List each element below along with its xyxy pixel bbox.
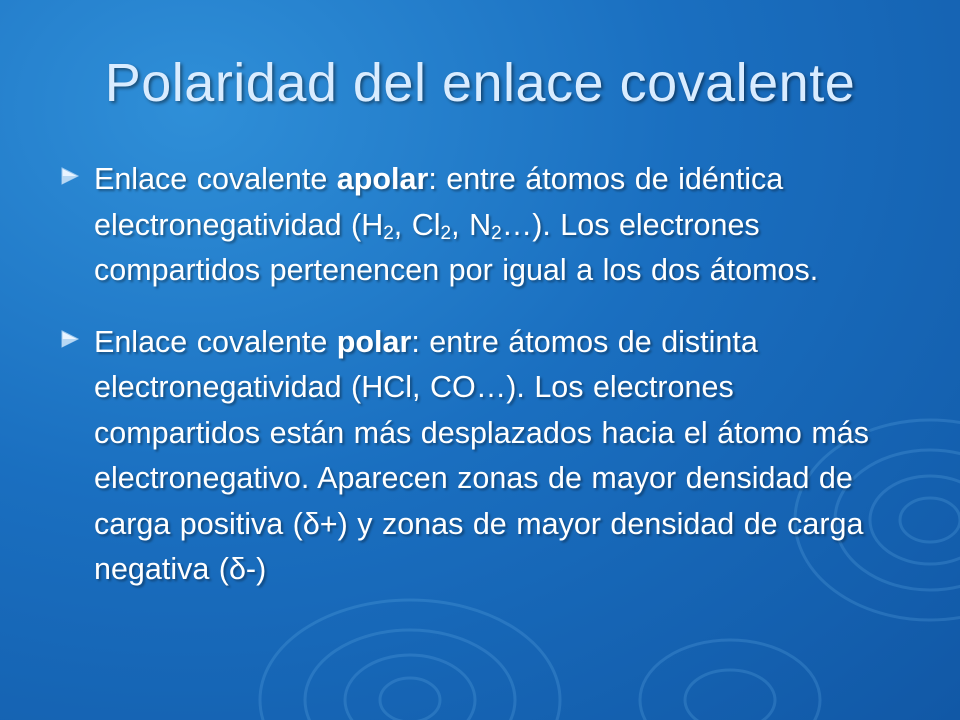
bullet-list <box>60 157 900 619</box>
bullet-apolar <box>60 157 900 294</box>
arrowhead-bullet-icon <box>60 157 94 191</box>
bullet-polar <box>60 320 900 593</box>
bullet-polar-text: Enlace covalente polar: entre átomos de distinta electronegatividad (HCl, CO…). Los electrones compartidos están más desplazados hacia el átomo más electronegativo. Aparecen zonas de mayor densidad de carga positiva (δ+) y zonas de mayor densidad de carga negativa (δ-) <box>94 324 869 586</box>
slide-title: Polaridad del enlace covalente <box>104 53 856 113</box>
arrowhead-bullet-icon <box>60 320 94 354</box>
bullet-apolar-text: Enlace covalente apolar: entre átomos de idéntica electronegatividad ($H_2$, $Cl_2$, $N_2\dots$). Los electrones compartidos pertenencen por igual a los dos átomos. <box>94 162 819 287</box>
